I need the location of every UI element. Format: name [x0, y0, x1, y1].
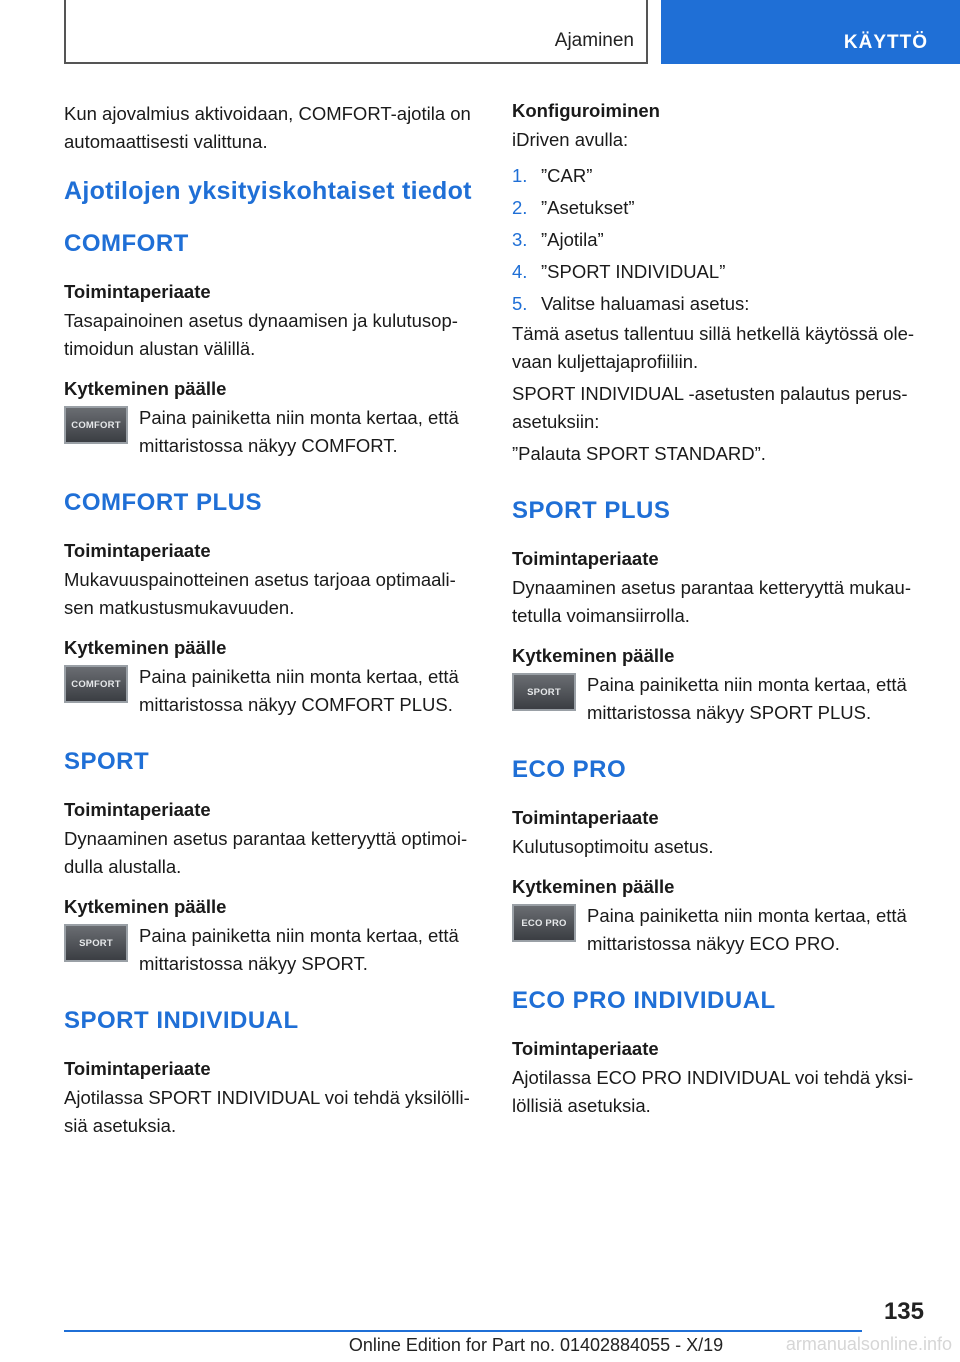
sport-plus-principle-heading: Toimintaperiaate	[512, 548, 659, 569]
sport-principle-heading: Toimintaperiaate	[64, 799, 211, 820]
header-section-box	[64, 0, 648, 64]
left-column	[64, 100, 478, 1140]
comfort-plus-principle-text: Mukavuuspainotteinen asetus tarjoaa optimaalisen matkustusmukavuuden.	[64, 569, 456, 618]
eco-pro-principle-heading: Toimintaperiaate	[512, 807, 659, 828]
comfort-button-label: COMFORT	[71, 419, 121, 431]
eco-pro-switch-row	[512, 902, 924, 958]
sport-plus-switch-heading: Kytkeminen päälle	[512, 645, 675, 666]
sport-individual-principle-text: Ajotilassa SPORT INDIVIDUAL voi tehdä yksilöllisiä asetuksia.	[64, 1087, 470, 1136]
sport-plus-switch-row	[512, 671, 924, 727]
sport-switch-row	[64, 922, 478, 978]
config-step	[512, 226, 924, 254]
config-reset-option: ”Palauta SPORT STANDARD”.	[512, 443, 766, 464]
header-section-title: Ajaminen	[554, 30, 634, 51]
step-text: Valitse haluamasi asetus:	[541, 293, 750, 314]
footer-edition: Online Edition for Part no. 01402884055 - X/19	[348, 1335, 724, 1355]
page-title: Ajotilojen yksityiskohtaiset tiedot	[64, 177, 472, 205]
header-chapter-label: KÄYTTÖ	[843, 32, 928, 53]
config-intro: iDriven avulla:	[512, 129, 629, 150]
config-reset-text: SPORT INDIVIDUAL -asetusten palautus perusasetuksiin:	[512, 383, 908, 432]
sport-principle-text: Dynaaminen asetus parantaa ketteryyttä optimoidulla alustalla.	[64, 828, 468, 877]
right-column	[512, 100, 924, 1120]
sport-plus-principle-text: Dynaaminen asetus parantaa ketteryyttä mukautetulla voimansiirrolla.	[512, 577, 911, 626]
comfort-principle-heading: Toimintaperiaate	[64, 281, 211, 302]
eco-pro-principle-text: Kulutusoptimoitu asetus.	[512, 836, 714, 857]
comfort-principle-text: Tasapainoinen asetus dynaamisen ja kulutusoptimoidun alustan välillä.	[64, 310, 458, 359]
step-text: ”SPORT INDIVIDUAL”	[541, 261, 726, 282]
config-step	[512, 194, 924, 222]
step-number: 1.	[512, 165, 528, 186]
sport-plus-button-label: SPORT	[527, 686, 561, 698]
comfort-plus-heading: COMFORT PLUS	[64, 489, 262, 516]
eco-pro-individual-heading: ECO PRO INDIVIDUAL	[512, 987, 776, 1014]
config-saved-text: Tämä asetus tallentuu sillä hetkellä käytössä olevaan kuljettajaprofiiliin.	[512, 323, 915, 372]
step-number: 5.	[512, 293, 528, 314]
eco-pro-button-label: ECO PRO	[521, 917, 567, 929]
comfort-switch-row	[64, 404, 478, 460]
sport-switch-text: Paina painiketta niin monta kertaa, että mittaristossa näkyy SPORT.	[139, 925, 459, 974]
config-step	[512, 258, 924, 286]
sport-individual-heading: SPORT INDIVIDUAL	[64, 1007, 299, 1034]
comfort-plus-button-image	[64, 665, 128, 703]
config-heading: Konfiguroiminen	[512, 100, 660, 121]
sport-heading: SPORT	[64, 748, 150, 775]
comfort-plus-switch-heading: Kytkeminen päälle	[64, 637, 227, 658]
step-text: ”Asetukset”	[541, 197, 635, 218]
eco-pro-switch-text: Paina painiketta niin monta kertaa, että mittaristossa näkyy ECO PRO.	[587, 905, 907, 954]
comfort-plus-switch-row	[64, 663, 478, 719]
step-number: 3.	[512, 229, 528, 250]
page-number: 135	[883, 1298, 924, 1325]
sport-plus-switch-text: Paina painiketta niin monta kertaa, että mittaristossa näkyy SPORT PLUS.	[587, 674, 907, 723]
sport-individual-principle-heading: Toimintaperiaate	[64, 1058, 211, 1079]
eco-pro-individual-principle-heading: Toimintaperiaate	[512, 1038, 659, 1059]
comfort-heading: COMFORT	[64, 230, 189, 257]
watermark: armanualsonline.info	[785, 1334, 952, 1354]
config-step	[512, 162, 924, 190]
config-steps	[512, 162, 924, 318]
eco-pro-individual-principle-text: Ajotilassa ECO PRO INDIVIDUAL voi tehdä yksilöllisiä asetuksia.	[512, 1067, 914, 1116]
comfort-switch-heading: Kytkeminen päälle	[64, 378, 227, 399]
sport-switch-heading: Kytkeminen päälle	[64, 896, 227, 917]
sport-plus-heading: SPORT PLUS	[512, 497, 671, 524]
step-number: 2.	[512, 197, 528, 218]
comfort-button-image	[64, 406, 128, 444]
header-chapter-tab	[661, 0, 960, 64]
comfort-plus-switch-text: Paina painiketta niin monta kertaa, että mittaristossa näkyy COMFORT PLUS.	[139, 666, 459, 715]
eco-pro-switch-heading: Kytkeminen päälle	[512, 876, 675, 897]
eco-pro-heading: ECO PRO	[512, 756, 627, 783]
config-step	[512, 290, 924, 318]
step-text: ”Ajotila”	[541, 229, 604, 250]
footer-divider	[64, 1330, 862, 1332]
step-number: 4.	[512, 261, 528, 282]
intro-text: Kun ajovalmius aktivoidaan, COMFORT-ajotila on automaattisesti valittuna.	[64, 103, 471, 152]
sport-plus-button-image	[512, 673, 576, 711]
eco-pro-button-image	[512, 904, 576, 942]
comfort-plus-button-label: COMFORT	[71, 678, 121, 690]
sport-button-image	[64, 924, 128, 962]
comfort-switch-text: Paina painiketta niin monta kertaa, että mittaristossa näkyy COMFORT.	[139, 407, 459, 456]
sport-button-label: SPORT	[79, 937, 113, 949]
comfort-plus-principle-heading: Toimintaperiaate	[64, 540, 211, 561]
step-text: ”CAR”	[541, 165, 593, 186]
